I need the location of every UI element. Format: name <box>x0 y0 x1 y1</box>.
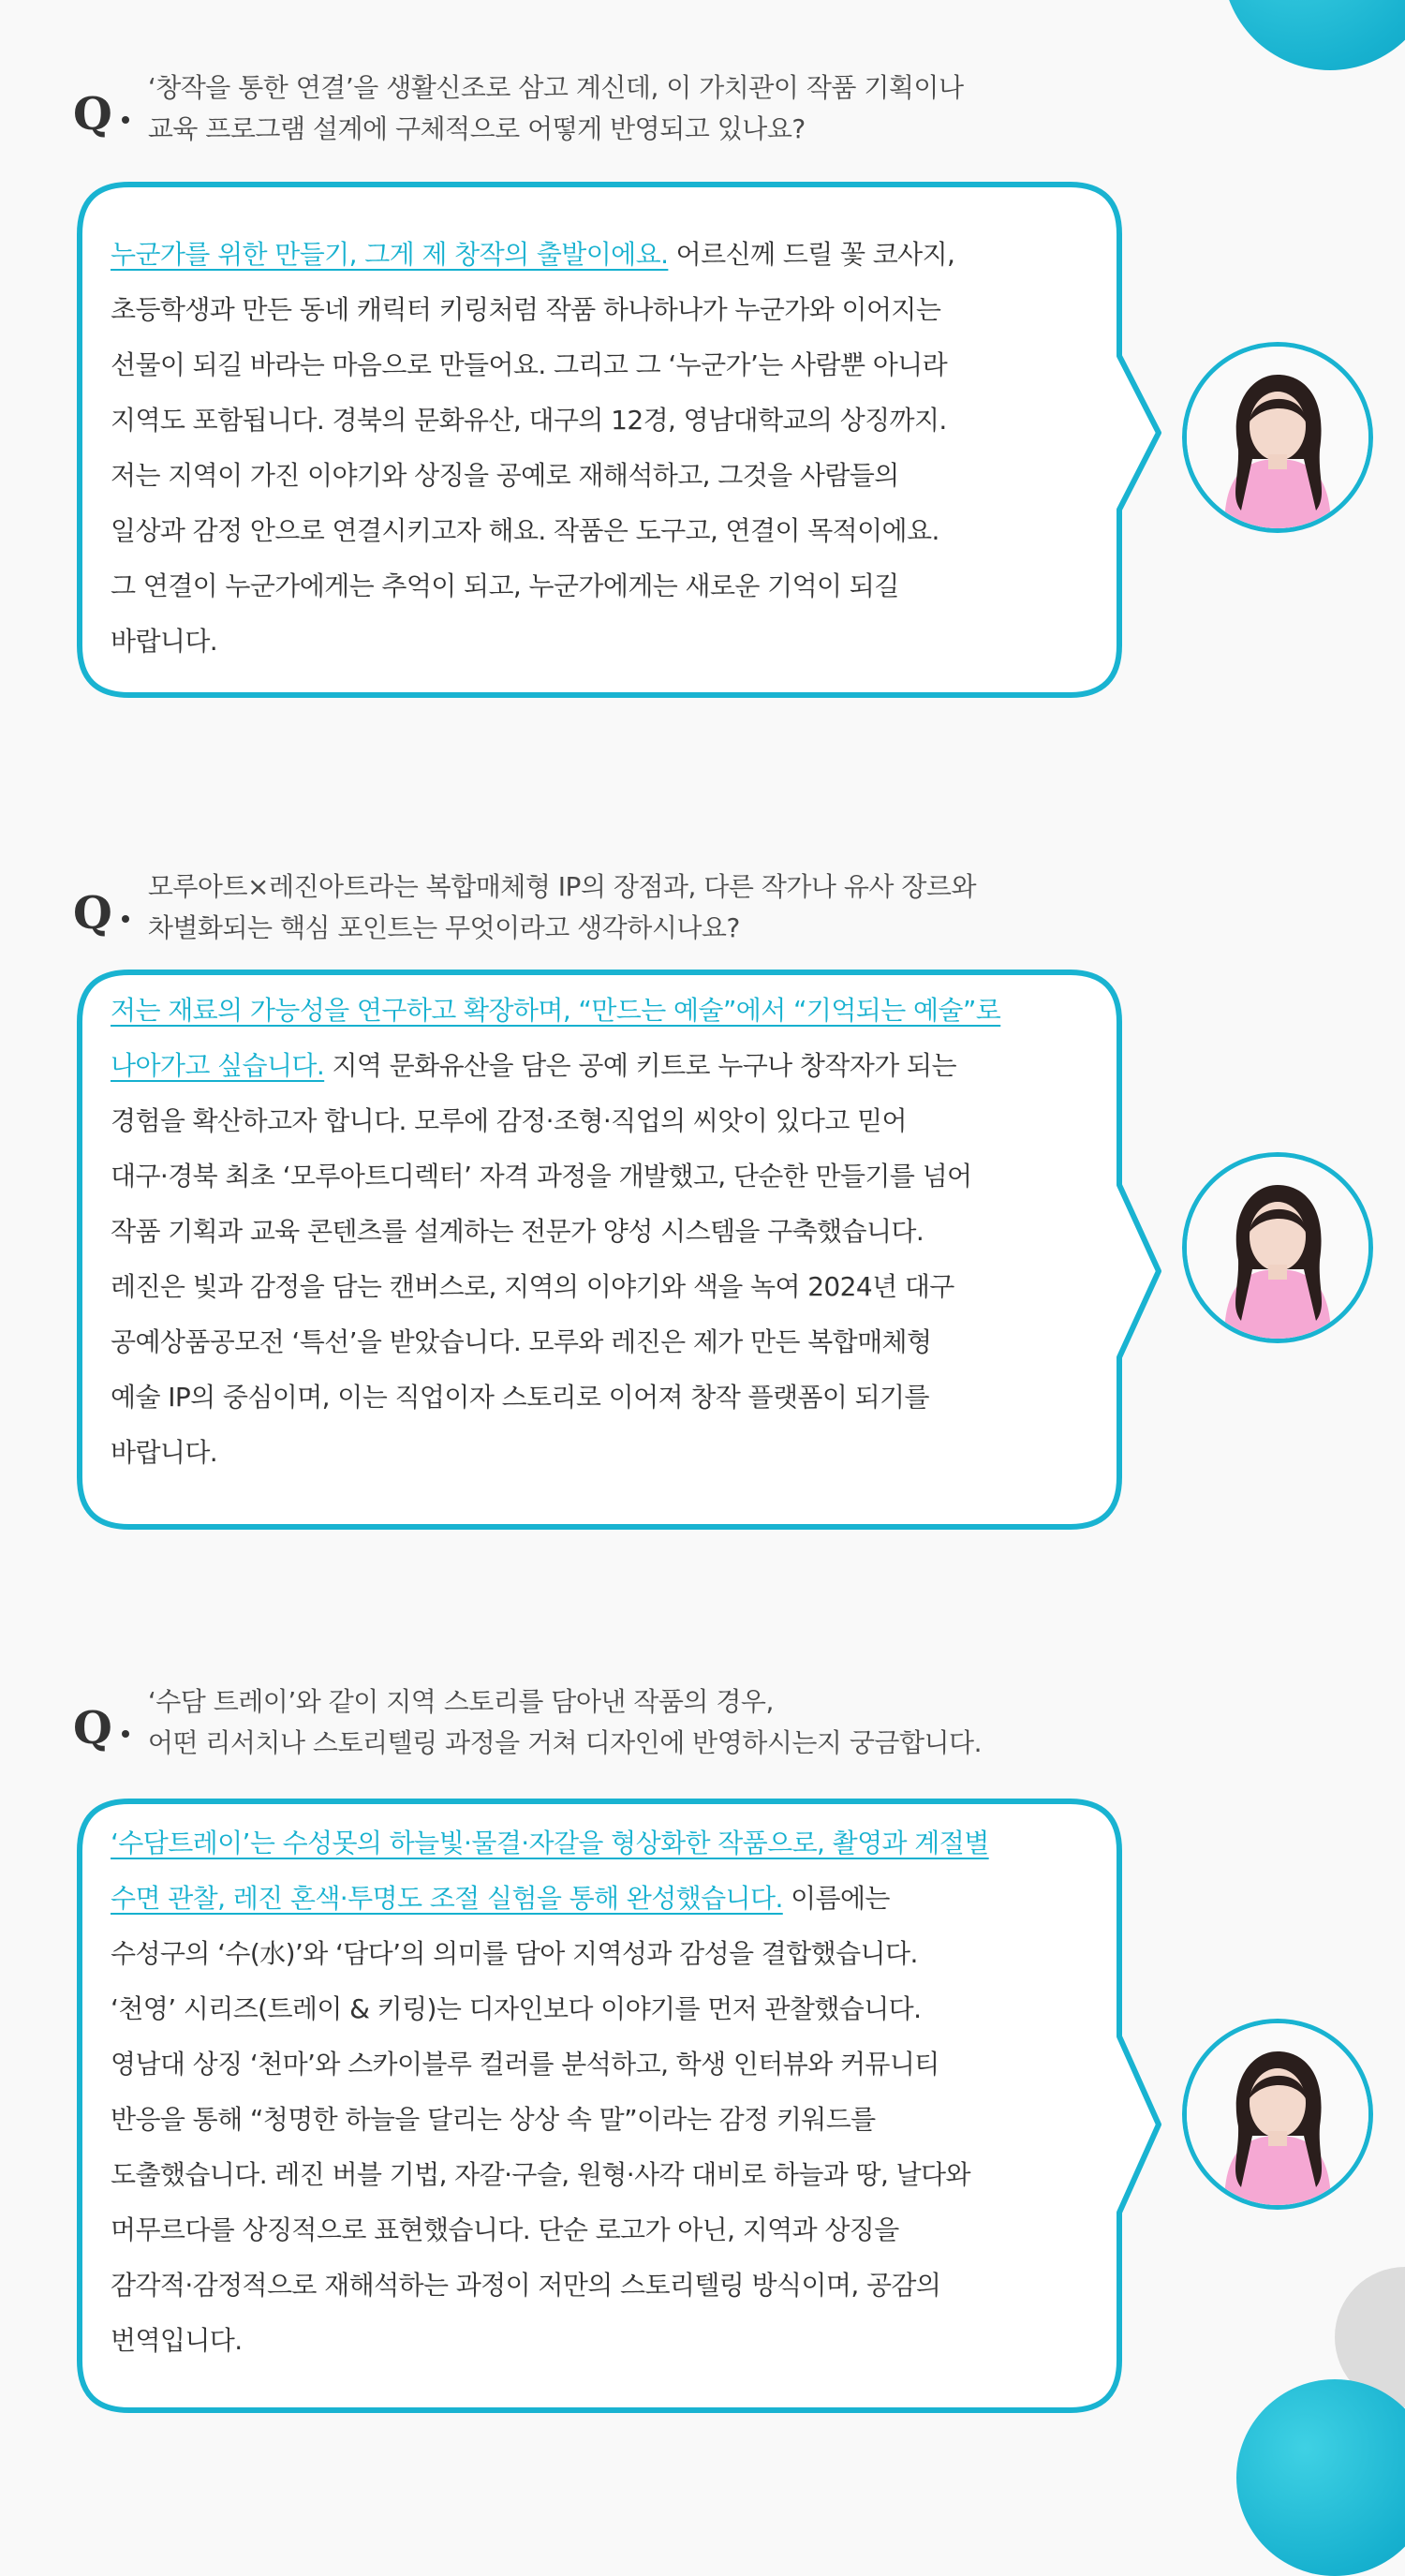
question-2 <box>73 866 976 949</box>
answer-line: 경험을 확산하고자 합니다. 모루에 감정·조형·직업의 씨앗이 있다고 믿어 <box>111 1105 907 1136</box>
answer-bubble-1 <box>75 180 1124 700</box>
avatar <box>1182 342 1373 533</box>
question-text <box>148 1681 982 1764</box>
question-line: 어떤 리서치나 스토리텔링 과정을 거쳐 디자인에 반영하시는지 궁금합니다. <box>147 1727 983 1758</box>
decorative-circle-bottom <box>1236 2379 1405 2576</box>
q-mark-icon: Q <box>73 887 112 940</box>
question-line: ‘창작을 통한 연결’을 생활신조로 삼고 계신데, 이 가치관이 작품 기획이나 <box>147 72 964 103</box>
answer-bubble-3 <box>75 1797 1124 2415</box>
answer-line: 그 연결이 누군가에게는 추억이 되고, 누군가에게는 새로운 기억이 되길 <box>111 570 899 601</box>
answer-line: 바랍니다. <box>111 1437 218 1468</box>
answer-line: 이름에는 <box>782 1883 890 1914</box>
answer-line: 선물이 되길 바라는 마음으로 만들어요. 그리고 그 ‘누군가’는 사람뿐 아니라 <box>111 349 948 380</box>
answer-line: 예술 IP의 중심이며, 이는 직업이자 스토리로 이어져 창작 플랫폼이 되기를 <box>111 1382 929 1413</box>
q-mark-icon: Q <box>73 1702 112 1754</box>
answer-line: 작품 기획과 교육 콘텐츠를 설계하는 전문가 양성 시스템을 구축했습니다. <box>111 1216 924 1247</box>
answer-line: 대구·경북 최초 ‘모루아트디렉터’ 자격 과정을 개발했고, 단순한 만들기를 넘어 <box>111 1161 972 1192</box>
answer-highlight: ‘수담트레이’는 수성못의 하늘빛·물결·자갈을 형상화한 작품으로, 촬영과 계절별 <box>111 1828 989 1858</box>
answer-line: 머무르다를 상징적으로 표현했습니다. 단순 로고가 아닌, 지역과 상징을 <box>111 2214 899 2245</box>
answer-text <box>111 1815 1096 2368</box>
question-line: 모루아트×레진아트라는 복합매체형 IP의 장점과, 다른 작가나 유사 장르와 <box>147 871 977 902</box>
question-line: 차별화되는 핵심 포인트는 무엇이라고 생각하시나요? <box>147 912 740 943</box>
answer-line: 지역 문화유산을 담은 공예 키트로 누구나 창작자가 되는 <box>324 1050 956 1081</box>
question-1 <box>73 67 964 150</box>
answer-line: 도출했습니다. 레진 버블 기법, 자갈·구슬, 원형·사각 대비로 하늘과 땅, 날다와 <box>111 2159 970 2190</box>
question-text <box>148 866 976 949</box>
answer-line: 초등학생과 만든 동네 캐릭터 키링처럼 작품 하나하나가 누군가와 이어지는 <box>111 294 941 325</box>
answer-line: 반응을 통해 “청명한 하늘을 달리는 상상 속 말”이라는 감정 키워드를 <box>111 2104 876 2135</box>
answer-bubble-2 <box>75 968 1124 1532</box>
answer-line: 감각적·감정적으로 재해석하는 과정이 저만의 스토리텔링 방식이며, 공감의 <box>111 2270 941 2301</box>
answer-line: 레진은 빛과 감정을 담는 캔버스로, 지역의 이야기와 색을 녹여 2024년 대구 <box>111 1271 954 1302</box>
answer-line: 영남대 상징 ‘천마’와 스카이블루 컬러를 분석하고, 학생 인터뷰와 커뮤니티 <box>111 2049 939 2080</box>
answer-line: ‘천영’ 시리즈(트레이 & 키링)는 디자인보다 이야기를 먼저 관찰했습니다. <box>111 1993 922 2024</box>
question-line: ‘수담 트레이’와 같이 지역 스토리를 담아낸 작품의 경우, <box>147 1686 774 1717</box>
q-mark-icon: Q <box>73 88 112 141</box>
question-text <box>148 67 964 150</box>
answer-highlight: 누군가를 위한 만들기, 그게 제 창작의 출발이에요. <box>111 239 669 270</box>
answer-line: 수성구의 ‘수(水)’와 ‘담다’의 의미를 담아 지역성과 감성을 결합했습니다. <box>111 1938 918 1969</box>
question-line: 교육 프로그램 설계에 구체적으로 어떻게 반영되고 있나요? <box>147 113 806 144</box>
answer-line: 일상과 감정 안으로 연결시키고자 해요. 작품은 도구고, 연결이 목적이에요. <box>111 515 939 546</box>
q-dot-icon <box>122 1730 129 1738</box>
answer-highlight: 저는 재료의 가능성을 연구하고 확장하며, “만드는 예술”에서 “기억되는 예술”로 <box>111 995 1001 1026</box>
answer-text <box>111 983 1096 1480</box>
question-3 <box>73 1681 982 1764</box>
answer-line: 지역도 포함됩니다. 경북의 문화유산, 대구의 12경, 영남대학교의 상징까지. <box>111 405 947 436</box>
answer-line: 번역입니다. <box>111 2325 243 2356</box>
answer-line: 어르신께 드릴 꽃 코사지, <box>668 239 955 270</box>
answer-highlight: 나아가고 싶습니다. <box>111 1050 325 1081</box>
answer-line: 저는 지역이 가진 이야기와 상징을 공예로 재해석하고, 그것을 사람들의 <box>111 460 899 491</box>
avatar <box>1182 2019 1373 2210</box>
q-dot-icon <box>122 915 129 923</box>
avatar <box>1182 1152 1373 1343</box>
decorative-circle-top <box>1222 0 1405 70</box>
answer-line: 바랍니다. <box>111 626 218 657</box>
answer-highlight: 수면 관찰, 레진 혼색·투명도 조절 실험을 통해 완성했습니다. <box>111 1883 783 1914</box>
answer-text <box>111 227 1096 669</box>
answer-line: 공예상품공모전 ‘특선’을 받았습니다. 모루와 레진은 제가 만든 복합매체형 <box>111 1326 932 1357</box>
q-dot-icon <box>122 116 129 124</box>
